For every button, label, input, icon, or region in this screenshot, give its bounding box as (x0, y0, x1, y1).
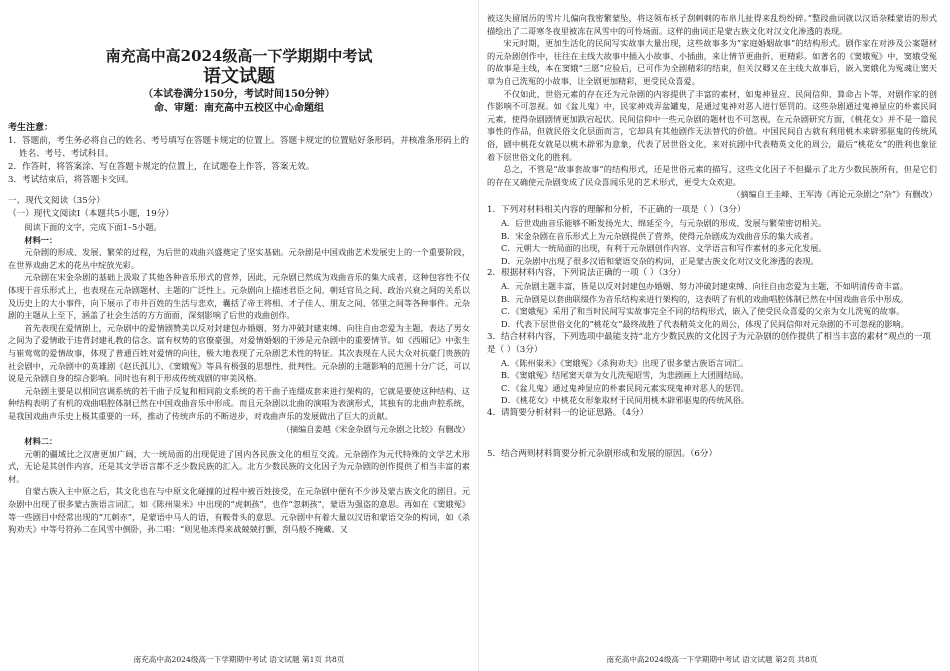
page-divider (478, 0, 479, 671)
school-title: 南充高中高2024级高一下学期期中考试 (105, 47, 373, 65)
right-column (487, 0, 937, 671)
material1-source: （摘编自姜越《宋金杂剧与元杂剧之比较》有删改） (281, 423, 470, 434)
question-2-option-c: C．《窦娥冤》采用了和当时民间写实故事完全不同的结构形式，嵌入了使受民众喜爱的父亲为女儿洗冤的故事。 (501, 306, 905, 317)
material2-paragraph: 不仅如此，世俗元素的存在还为元杂剧的内容提供了丰富的素材，如鬼神显应、民间信仰、算命占卜等，对剧作家的创作影响不可忽视。如《盆儿鬼》中，民家神戏弄盆罐鬼，是通过鬼神对恶人进行惩罚的。这些杂剧通过鬼神显应的朴素民间元素，使得杂剧剧情更加跌宕起伏。民间信仰中一些元杂剧的题材也不可忽视，在元杂剧研究方面，《桃花女》并不是一篇民事性的作品，但就民俗文化层面而言，它却具有其他剧作无法替代的价值。中国民间自古就有利用桃木来辟邪驱鬼的传统风俗，剧中桃花女就是以桃木辟邪为意象，代表了居世俗文化，来对抗剧中代表精英文化的周公，最后“桃花女”的胜利也象征着下层世俗文化的胜利。 (487, 88, 937, 162)
reading-instruction: 阅读下面的文字，完成下面1–5小题。 (24, 222, 162, 232)
paper-title: 语文试题 (203, 66, 275, 87)
question-4: 4．请简要分析材料一的论证思路。（4分） (487, 408, 649, 419)
notice-item: 1．答题前，考生务必将自己的姓名、考号填写在答题卡规定的位置上。答题卡规定的位置贴好条形码，并核准条形码上的姓名、考号、考试科目。 (8, 136, 469, 159)
question-2-option-d: D．代表下层世俗文化的“桃花女”最终战胜了代表精英文化的周公，体现了民间信仰对元杂剧的不可忽视的影响。 (501, 319, 909, 330)
notice-item: 3．考试结束后，将答题卡交回。 (8, 175, 134, 185)
left-column (8, 0, 470, 671)
material2-paragraph: 元朝的疆域比之汉唐更加广阔，大一统局面的出现促进了国内各民族文化的相互交流。元杂剧作为元代特殊的文学艺术形式，无论是其创作内容，还是其文学语言都不乏少数民族的汇入。北方少数民族的文化因子为元杂剧的创作提供了相当丰富的素材。 (8, 448, 470, 484)
material1-paragraph: 首先表现在爱情剧上，元杂剧中的爱情剧赞美以反对封建包办婚姻、努力冲破封建束缚、向往自由恋爱为主题，表达了男女之间为了爱情敢于违背封建礼教的信念。富有权势的官僚豪强，对爱情婚姻的干涉是元杂剧中的重要情节。如《西厢记》中张生与崔莺莺的爱情故事，体现了普通百姓对爱情的向往，极大地表现了元杂剧艺术性的特征。其次表现在人民大众对抗豪门贵族的社会剧中，元杂剧中的英雄剧《赵氏孤儿》、《窦娥冤》等具有极强的思想性、批判性。元杂剧的主题影响的范围十分广泛，可以说是元杂剧自身的综合影响。同时也有利于形成传统戏剧的审美风格。 (8, 322, 470, 384)
question-5: 5．结合两则材料简要分析元杂剧形成和发展的原因。（6分） (487, 449, 718, 460)
question-1-option-d: D．元杂剧中出现了很多汉语和蒙语交杂的构词，正是蒙古族文化对汉文化渗透的表现。 (501, 255, 819, 266)
material2-label: 材料二： (24, 436, 58, 447)
question-3-option-d: D．《桃花女》中桃花女形象取材于民间用桃木辟邪驱鬼的传统风俗。 (501, 395, 750, 406)
subsection-heading: （一）现代文阅读Ⅰ（本题共5小题，19分） (8, 209, 174, 219)
question-3-option-c: C．《盆儿鬼》通过鬼神显应的朴素民间元素实现鬼神对恶人的惩罚。 (501, 382, 749, 393)
material1-paragraph: 元杂剧的形成、发展、繁荣的过程，为后世的戏曲兴盛奠定了坚实基础。元杂剧是中国戏曲艺术发展史上的一个重要阶段，在世界戏曲艺术的花丛中绽放光彩。 (8, 247, 470, 270)
notice-item: 2．作答时，将答案涂、写在答题卡规定的位置上，在试题卷上作答，答案无效。 (8, 162, 315, 172)
question-2-option-b: B．元杂剧是以套曲联缀作为音乐结构来进行架构的，这表明了有机的戏曲唱腔体制已然在中国戏曲音乐中形成。 (501, 293, 909, 304)
question-1-option-c: C．元朝大一统局面的出现，有利于元杂剧创作内容、文学语言和写作素材的多元化发展。 (501, 243, 827, 254)
question-1-option-a: A．后世戏曲音乐能够不断发扬光大、绵延至今，与元杂剧的形成、发展与繁荣密切相关。 (501, 217, 827, 228)
question-1-option-b: B．宋金杂剧在音乐形式上为元杂剧提供了营养，使得元杂剧成为戏曲音乐的集大成者。 (501, 230, 819, 241)
setter-line: 命、审题：南充高中五校区中心命题组 (154, 103, 324, 114)
question-3-stem: 3．结合材料内容，下列选项中最能支持“北方少数民族的文化因子为元杂剧的创作提供了相当丰富的素材”观点的一项是（ ）（3分） (487, 331, 931, 355)
material2-source: （摘编自王圭峰、王军涛《再论元杂剧之“杂”》有删改） (732, 189, 937, 200)
material1-label: 材料一： (24, 234, 58, 245)
material2-paragraph: 总之，不管是“故事套故事”的结构形式，还是世俗元素的描写，这些文化因子不但撮示了北方少数民族所有，但是它们的存在又确使元杂剧变成了民众喜闻乐见的艺术形式，更受大众欢迎。 (487, 164, 937, 187)
exam-info: （本试卷满分150分，考试时间150分钟） (143, 89, 335, 100)
page-footer-left: 南充高中高2024级高一下学期期中考试 语文试题 第1页 共8页 (133, 655, 345, 664)
page-footer-right: 南充高中高2024级高一下学期期中考试 语文试题 第2页 共8页 (606, 655, 818, 664)
material2-paragraph: 自蒙古族入主中原之后，其文化也在与中原文化碰撞的过程中被百姓接受，在元杂剧中便有不少涉及蒙古族文化的剧目。元杂剧中出现了很多蒙古族语言词汇，如《陈州粜米》中出现的“虎刺孩”，也作“忽刺孩”，蒙语为强盗的意思。再如在《窦娥冤》等一些剧目中经常出现的“兀刺赤”，是蒙语中马人的语，有鞍骨头的意思。元杂剧中有着大量以汉语和蒙语交杂的构词，如《杀狗劝夫》中等号符孙二在风雪中倒卧，孙二唱：“则见他冻得来战兢兢打颤，刮马般不掩藏。又 (8, 486, 470, 535)
material2-paragraph: 被这失留屑历的雪片儿偏向我密繁蒙坠，将这领布袄子刮剌剌的布帛儿扯得来乱纷纷碎。”整段曲词就以汉语杂糅蒙语的形式描绘出了二哥寒冬夜里被冻在风雪中的可怜场面。这样的曲词正是蒙古族文化对汉文化渗透的表现。 (487, 13, 937, 36)
material1-paragraph: 元杂剧主要是以相同宫调系统的若干曲子反复和相同韵文系统的若干曲子连缀成套来进行架构的，它就是要使这种结构、这种结构表明了有机的戏曲唱腔体制已然在中国戏曲音乐中形成。而且元杂剧以北曲的演唱为表演形式，其独有的北曲声腔系统，是我国戏曲声乐史上极其重要的一环，推动了传统声乐的不断进步，对戏曲声乐的发展做出了巨大的贡献。 (8, 385, 470, 421)
question-2-stem: 2．根据材料内容，下列说法正确的一项（ ）（3分） (487, 268, 686, 279)
question-2-option-a: A．元杂剧主题丰富，皆是以反对封建包办婚姻、努力冲破封建束缚、向往自由恋爱为主题，不如明清传奇丰富。 (501, 281, 909, 292)
question-3-option-b: B．《窦娥冤》结尾窦天章为女儿洗冤昭雪，为悲剧画上大团圆结局。 (501, 370, 749, 381)
question-1-stem: 1．下列对材料相关内容的理解和分析，不正确的一项是（ ）（3分） (487, 204, 746, 215)
material2-paragraph: 宋元时期，更加生活化的民间写实故事大量出现，这些故事多为“家庭婚姻故事”的结构形式。剧作家在对涉及公案题材的元杂剧创作中，往往在主线大故事中插入小故事、小插曲，来让情节更曲折、更精彩。如著名的《窦娥冤》中，窦娥受冤的故事是主线，本在窦娥“三愿”应验后，已可作为全剧精彩的结束，但关汉卿又在主线大故事后，嵌入窦娥化为冤魂让窦天章为自己洗冤的小故事，让全剧更加精彩，更受民众喜爱。 (487, 38, 937, 86)
question-3-option-a: A．《陈州粜米》《窦娥冤》《杀狗劝夫》出现了很多蒙古族语言词汇。 (501, 357, 749, 368)
section-heading: 一、现代文阅读（35分） (8, 196, 105, 206)
material1-paragraph: 元杂剧在宋金杂剧的基础上汲取了其他各种音乐形式的营养，因此，元杂剧已然成为戏曲音乐的集大成者，这种包容性不仅体现于音乐形式上，也表现在元杂剧题材、主题的广泛性上。元杂剧向上描述君臣之间、朝廷官员之间、政治兴衰之间的关系以及历史上的大小事件，向下展示了市井百姓的生活与悲欢，囊括了帝王将相、才子佳人、朋友之间、邻里之间等各种事件。元杂剧的主题从上至下，涵盖了社会生活的方方面面，深刻影响了后世的戏曲创作。 (8, 272, 470, 321)
notice-title: 考生注意： (8, 123, 54, 133)
